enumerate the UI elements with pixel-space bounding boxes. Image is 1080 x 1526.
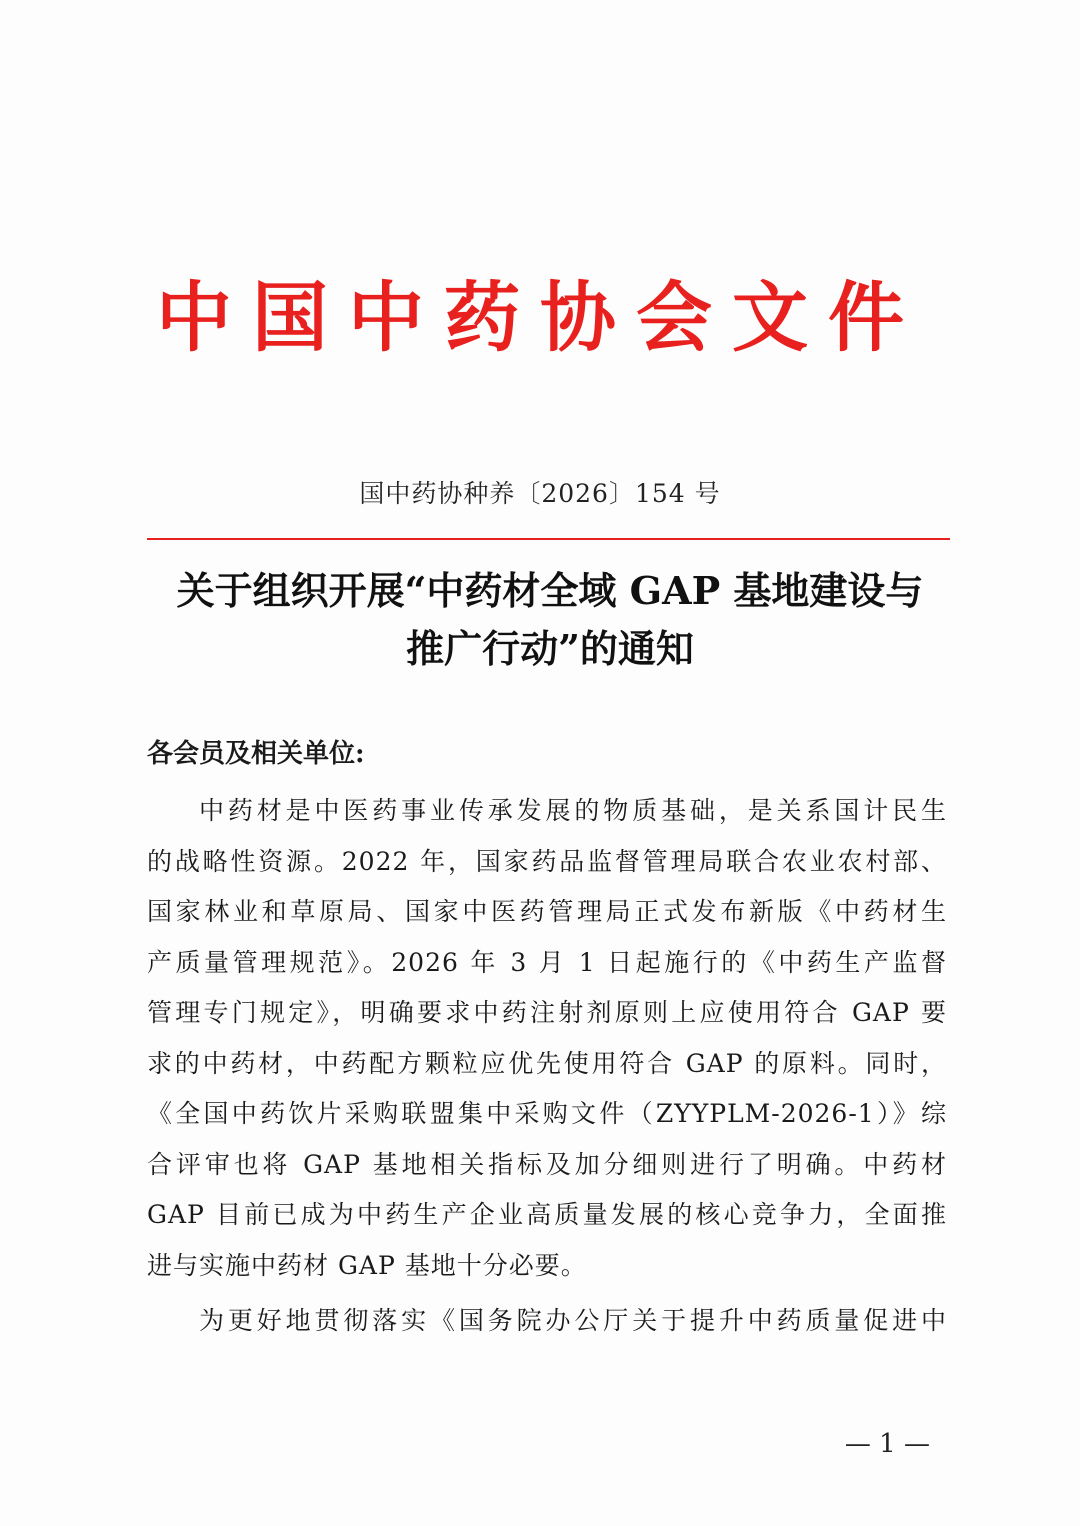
- paragraph-line: GAP 目前已成为中药生产企业高质量发展的核心竞争力，全面推: [147, 1200, 947, 1229]
- notice-title-line: 推广行动”的通知: [406, 626, 694, 671]
- paragraph-line: 合评审也将 GAP 基地相关指标及加分细则进行了明确。中药材: [147, 1149, 947, 1179]
- page-number: — 1 —: [844, 1429, 930, 1459]
- paragraph-line: 的战略性资源。2022 年，国家药品监督管理局联合农业农村部、: [147, 846, 947, 876]
- paragraph-line: 管理专门规定》，明确要求中药注射剂原则上应使用符合 GAP 要: [147, 998, 947, 1027]
- paragraph-line: 求的中药材，中药配方颗粒应优先使用符合 GAP 的原料。同时，: [147, 1048, 947, 1078]
- paragraph-line: 进与实施中药材 GAP 基地十分必要。: [147, 1250, 587, 1280]
- document-number: 国中药协种养〔2026〕154 号: [359, 479, 721, 508]
- salutation: 各会员及相关单位:: [147, 739, 365, 769]
- body-paragraph: [147, 786, 947, 1291]
- red-divider-line: [147, 538, 950, 540]
- notice-title-line: 关于组织开展“中药材全域 GAP 基地建设与: [176, 568, 924, 613]
- paragraph-line: 中药材是中医药事业传承发展的物质基础，是关系国计民生: [199, 796, 947, 825]
- paragraph-line: 国家林业和草原局、国家中医药管理局正式发布新版《中药材生: [147, 897, 947, 926]
- org-document-header: 中国中药协会文件: [156, 273, 924, 362]
- paragraph-line: 产质量管理规范》。2026 年 3 月 1 日起施行的《中药生产监督: [147, 947, 947, 977]
- body-paragraph: [147, 1296, 947, 1347]
- notice-title: [140, 562, 960, 678]
- paragraph-line: 《全国中药饮片采购联盟集中采购文件（ZYYPLM-2026-1）》综: [147, 1099, 947, 1128]
- paragraph-line: 为更好地贯彻落实《国务院办公厅关于提升中药质量促进中: [199, 1306, 947, 1335]
